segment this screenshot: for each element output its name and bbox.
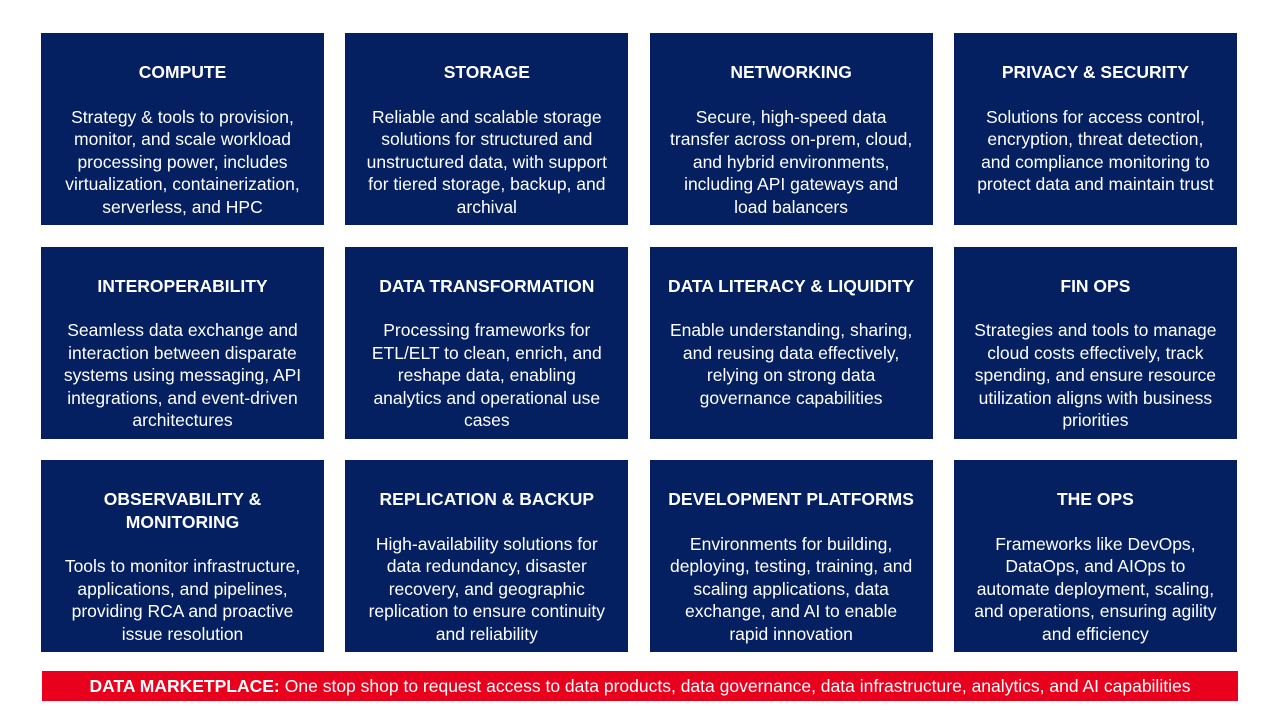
card-description: Secure, high-speed data transfer across on-prem, cloud, and hybrid environments, including API gateways and load balancers [670,106,913,217]
card-title: INTEROPERABILITY [97,275,268,296]
banner-text: One stop shop to request access to data products, data governance, data infrastructure, analytics, and AI capabilities [284,675,1191,696]
card-data-transformation [345,247,628,439]
card-title: REPLICATION & BACKUP [379,489,595,509]
card-data-literacy-liquidity [650,247,933,439]
card-description: Solutions for access control, encryption, threat detection, and compliance monitoring to protect data and maintain trust [977,106,1214,194]
card-description: Frameworks like DevOps, DataOps, and AIOps to automate deployment, scaling, and operations, ensuring agility and efficiency [974,533,1217,644]
card-the-ops [954,460,1237,652]
card-description: Environments for building, deploying, testing, training, and scaling applications, data exchange, and AI to enable rapid innovation [669,533,913,644]
card-title: PRIVACY & SECURITY [1001,62,1189,82]
capability-grid [41,33,1237,652]
card-storage [345,33,628,225]
card-compute [41,33,324,225]
card-title: THE OPS [1056,489,1134,509]
card-fin-ops [954,247,1237,439]
card-networking [650,33,933,225]
card-interoperability [41,247,324,439]
card-description: Strategies and tools to manage cloud costs effectively, track spending, and ensure resource utilization aligns with business priorities [974,320,1217,430]
card-title: DATA LITERACY & LIQUIDITY [667,275,915,296]
card-privacy-security [954,33,1237,225]
card-title: DEVELOPMENT PLATFORMS [668,489,914,509]
card-description: High-availability solutions for data redundancy, disaster recovery, and geographic replication to ensure continuity and reliability [368,533,605,644]
card-title: COMPUTE [138,62,227,82]
card-replication-backup [345,460,628,652]
card-description: Seamless data exchange and interaction between disparate systems using messaging, API integrations, and event-driven architectures [63,320,302,430]
card-title: STORAGE [443,62,530,82]
card-title: DATA TRANSFORMATION [379,275,595,296]
card-title: OBSERVABILITY & MONITORING [103,489,262,532]
card-title: NETWORKING [730,62,852,82]
card-development-platforms [650,460,933,652]
card-description: Strategy & tools to provision, monitor, and scale workload processing power, includes virtualization, containerization, serverless, and HPC [65,106,300,217]
card-description: Tools to monitor infrastructure, applications, and pipelines, providing RCA and proactive issue resolution [64,556,301,644]
card-description: Processing frameworks for ETL/ELT to clean, enrich, and reshape data, enabling analytics and operational use cases [371,320,602,430]
card-title: FIN OPS [1060,275,1131,296]
banner-label: DATA MARKETPLACE: [89,675,280,696]
data-marketplace-banner [42,671,1238,701]
card-description: Reliable and scalable storage solutions for structured and unstructured data, with support for tiered storage, backup, and archival [366,106,607,217]
card-description: Enable understanding, sharing, and reusing data effectively, relying on strong data governance capabilities [669,320,913,408]
card-observability-monitoring [41,460,324,652]
